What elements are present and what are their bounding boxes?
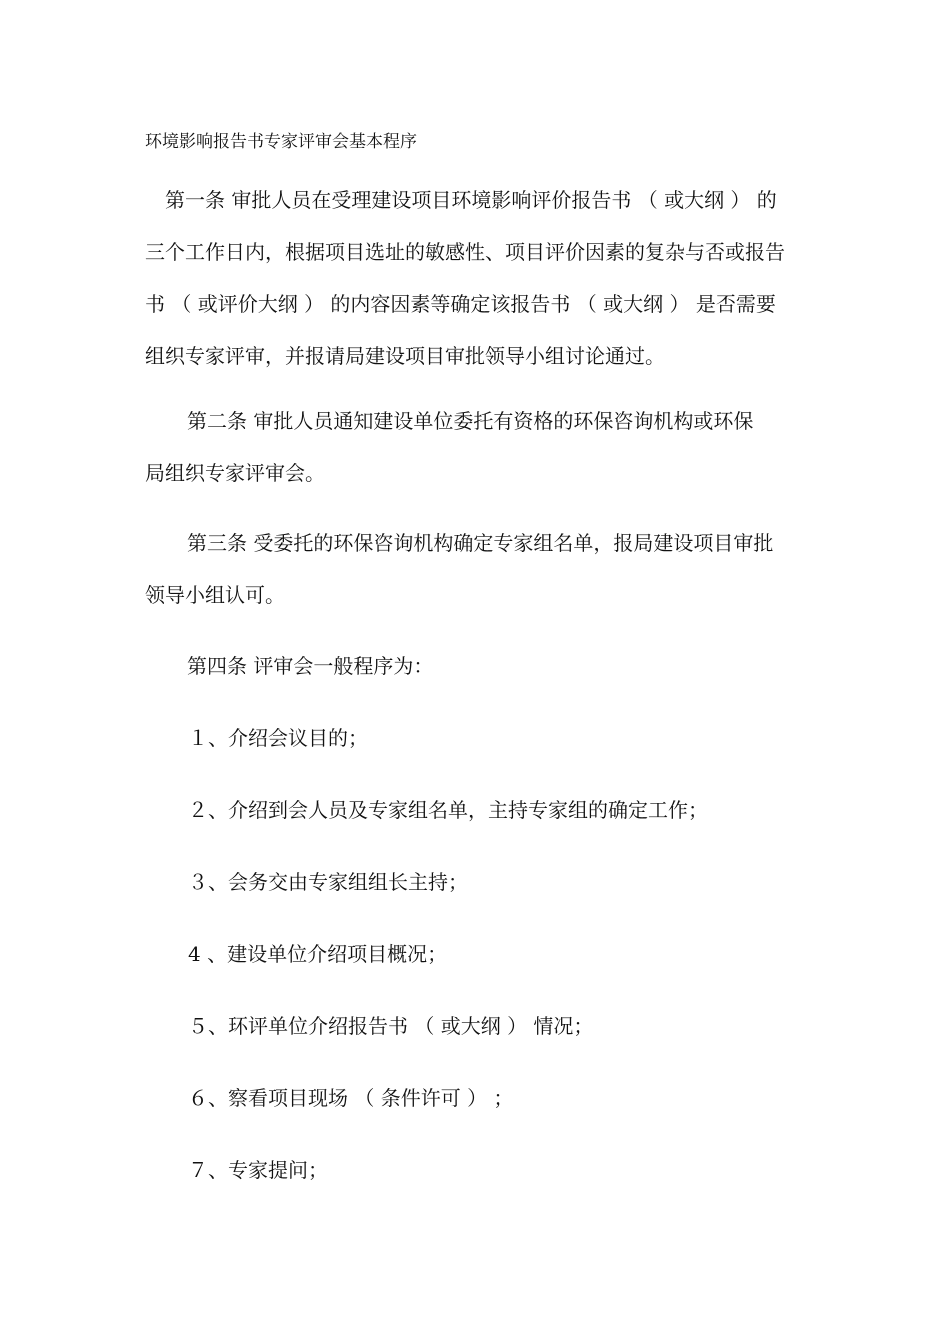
article-1: [145, 174, 817, 382]
article-3-line-1: 第三条 受委托的环保咨询机构确定专家组名单，报局建设项目审批: [187, 531, 774, 555]
procedure-item-3: ３、会务交由专家组组长主持；: [188, 870, 468, 894]
procedure-item-2: ２、介绍到会人员及专家组名单，主持专家组的确定工作；: [188, 798, 708, 822]
article-2: [145, 395, 817, 499]
article-1-line-4: 组织专家评审，并报请局建设项目审批领导小组讨论通过。: [145, 344, 665, 368]
procedure-item-4: 4 、建设单位介绍项目概况；: [188, 942, 448, 966]
article-4: [145, 640, 817, 692]
article-1-line-1: 第一条 审批人员在受理建设项目环境影响评价报告书 （ 或大纲 ） 的: [165, 188, 777, 212]
document-title: 环境影响报告书专家评审会基本程序: [145, 132, 417, 152]
article-1-line-2: 三个工作日内，根据项目选址的敏感性、项目评价因素的复杂与否或报告: [145, 240, 785, 264]
article-2-line-1: 第二条 审批人员通知建设单位委托有资格的环保咨询机构或环保: [187, 409, 754, 433]
article-3-line-2: 领导小组认可。: [145, 583, 285, 607]
article-3: [145, 517, 817, 621]
procedure-item-5: ５、环评单位介绍报告书 （ 或大纲 ） 情况；: [188, 1014, 594, 1038]
article-4-heading: 第四条 评审会一般程序为：: [187, 654, 434, 678]
article-2-line-2: 局组织专家评审会。: [145, 461, 325, 485]
procedure-item-7: ７、专家提问；: [188, 1158, 328, 1182]
article-1-line-3: 书 （ 或评价大纲 ） 的内容因素等确定该报告书 （ 或大纲 ） 是否需要: [145, 292, 776, 316]
procedure-item-1: １、介绍会议目的；: [188, 726, 368, 750]
procedure-item-6: ６、察看项目现场 （ 条件许可 ） ；: [188, 1086, 514, 1110]
